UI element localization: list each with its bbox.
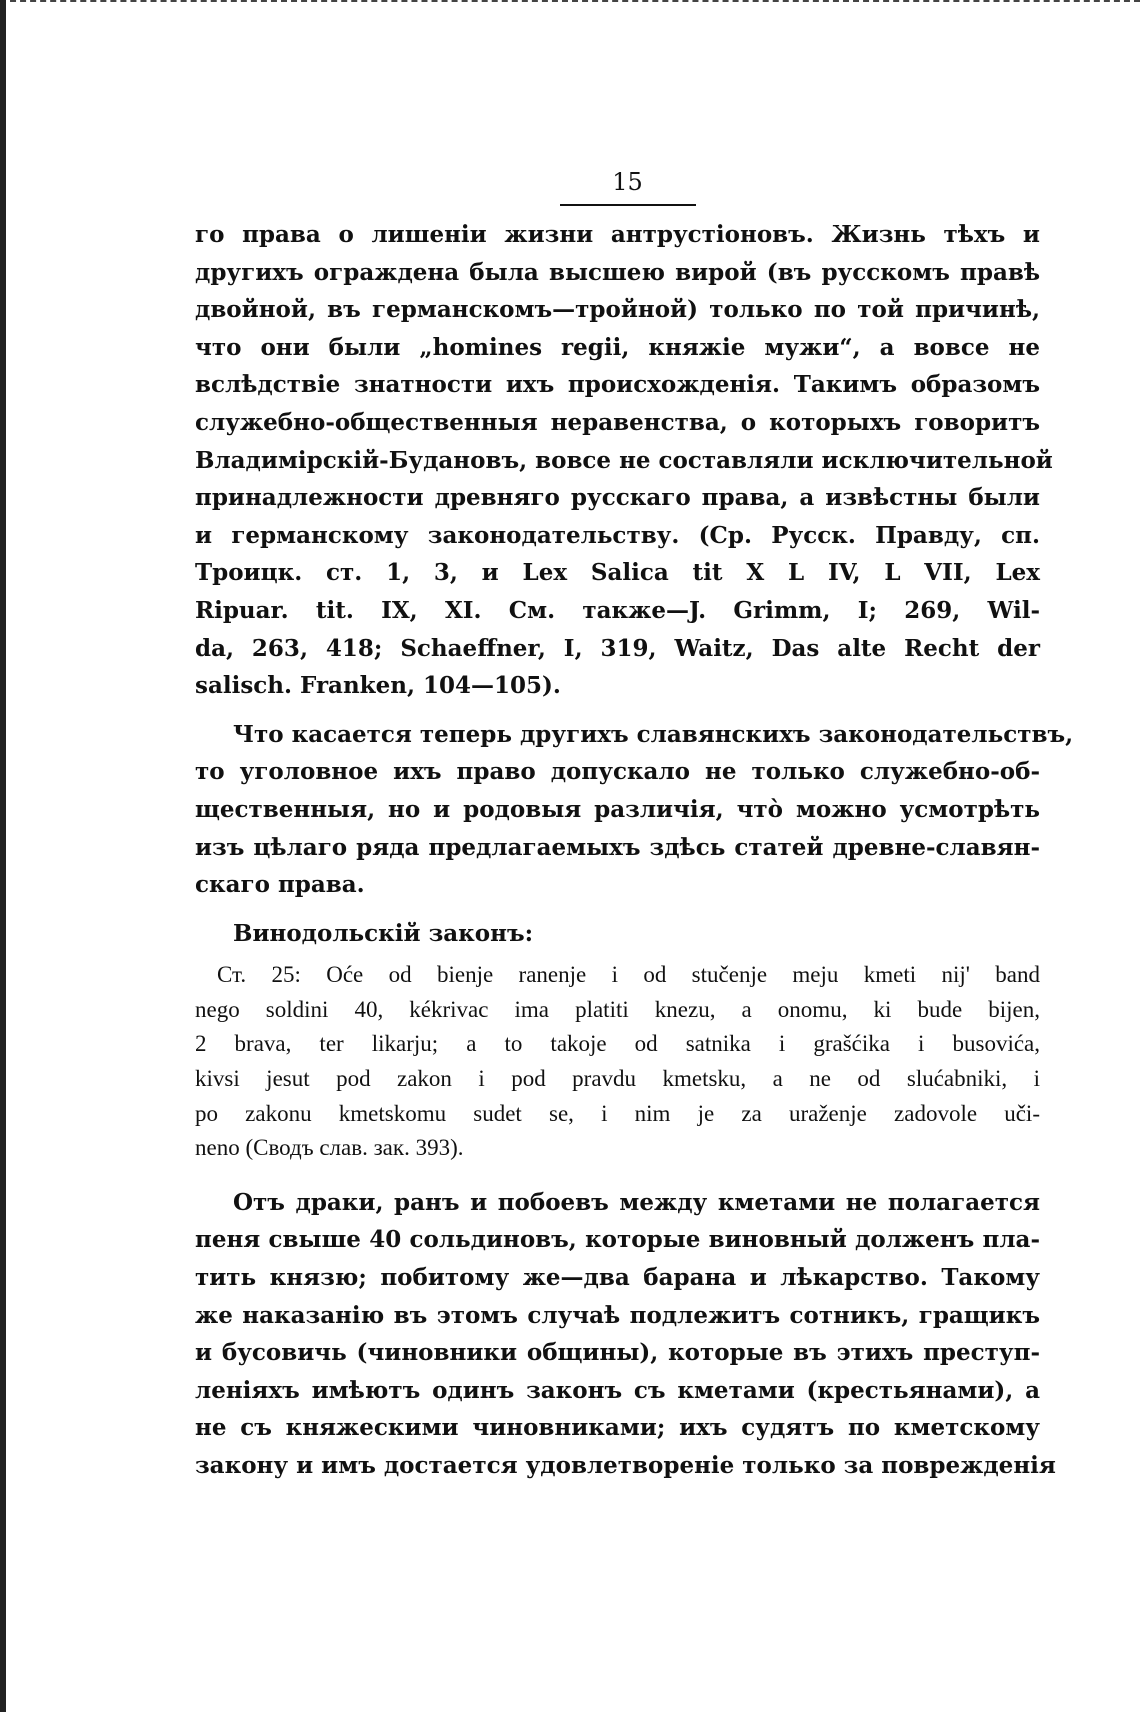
text-line: da, 263, 418; Schaeffner, I, 319, Waitz, Das alte Recht der — [195, 634, 1040, 662]
quote-line: Ст. 25: Oće od bienje ranenje i od stučenje meju kmeti nij' band — [217, 962, 1040, 988]
scan-top-edge — [0, 0, 1140, 10]
scan-left-edge — [0, 0, 6, 1712]
text-line: двойной, въ германскомъ—тройной) только по той причинѣ, — [195, 296, 1040, 324]
text-line: вслѣдствіе знатности ихъ происхожденія. Такимъ образомъ — [195, 371, 1040, 399]
text-line: другихъ ограждена была высшею вирой (въ русскомъ правѣ — [195, 258, 1040, 286]
text-line: то уголовное ихъ право допускало не только служебно-об- — [195, 758, 1040, 786]
text-line: щественныя, но и родовыя различія, чтò можно усмотрѣть — [195, 795, 1040, 823]
quote-line: kivsi jesut pod zakon i pod pravdu kmetsku, a ne od slućabniki, i — [195, 1066, 1040, 1092]
quote-line: nego soldini 40, kékrivac ima platiti knezu, a onomu, ki bude bijen, — [195, 996, 1040, 1022]
text-line: Владимірскій-Будановъ, вовсе не составляли исключительной — [195, 446, 1053, 474]
text-line: же наказанію въ этомъ случаѣ подлежитъ сотникъ, гращикъ — [195, 1301, 1040, 1329]
quoted-article — [195, 958, 1040, 1166]
paragraph-2 — [195, 716, 1074, 904]
page-number-rule — [560, 204, 696, 206]
section-heading: Винодольскій законъ: — [233, 919, 534, 947]
text-line: тить князю; побитому же—два барана и лѣкарство. Такому — [195, 1264, 1040, 1292]
text-line: закону и имъ достается удовлетвореніе только за поврежденія — [195, 1452, 1056, 1479]
text-line: Отъ драки, ранъ и побоевъ между кметами не полагается — [233, 1188, 1040, 1216]
text-line: Что касается теперь другихъ славянскихъ законодательствъ, — [233, 720, 1074, 748]
text-line: salisch. Franken, 104—105). — [195, 672, 561, 700]
text-line: принадлежности древняго русскаго права, а извѣстны были — [195, 484, 1040, 512]
text-line: леніяхъ имѣютъ одинъ законъ съ кметами (крестьянами), а — [195, 1376, 1040, 1404]
text-line: и германскому законодательству. (Ср. Русск. Правду, сп. — [195, 521, 1040, 549]
text-line: пеня свыше 40 сольдиновъ, которые виновный долженъ пла- — [195, 1226, 1040, 1254]
text-line: изъ цѣлаго ряда предлагаемыхъ здѣсь статей древне-славян- — [195, 833, 1040, 861]
paragraph-3 — [195, 1184, 1056, 1485]
text-line: скаго права. — [195, 871, 365, 899]
quote-line: neno (Сводъ слав. зак. 393). — [195, 1135, 464, 1161]
paragraph-1 — [195, 216, 1053, 705]
text-line: не съ княжескими чиновниками; ихъ судятъ по кметскому — [195, 1414, 1040, 1442]
text-line: го права о лишеніи жизни антрустіоновъ. Жизнь тѣхъ и — [195, 221, 1040, 248]
book-page — [195, 168, 1074, 1485]
text-line: что они были „homines regii, княжіе мужи“, а вовсе не — [195, 333, 1040, 361]
text-line: Троицк. ст. 1, 3, и Lex Salica tit X L IV, L VII, Lex — [195, 559, 1040, 587]
text-line: Ripuar. tit. IX, XI. См. также—J. Grimm, I; 269, Wil- — [195, 596, 1040, 624]
text-line: и бусовичь (чиновники общины), которые въ этихъ преступ- — [195, 1339, 1040, 1367]
page-number: 15 — [612, 168, 643, 196]
text-line: служебно-общественныя неравенства, о которыхъ говоритъ — [195, 408, 1040, 436]
quote-line: po zakonu kmetskomu sudet se, i nim je za uraženje zadovole uči- — [195, 1100, 1040, 1126]
quote-line: 2 brava, ter likarju; a to takoje od satnika i grašćika i busovića, — [195, 1031, 1040, 1057]
